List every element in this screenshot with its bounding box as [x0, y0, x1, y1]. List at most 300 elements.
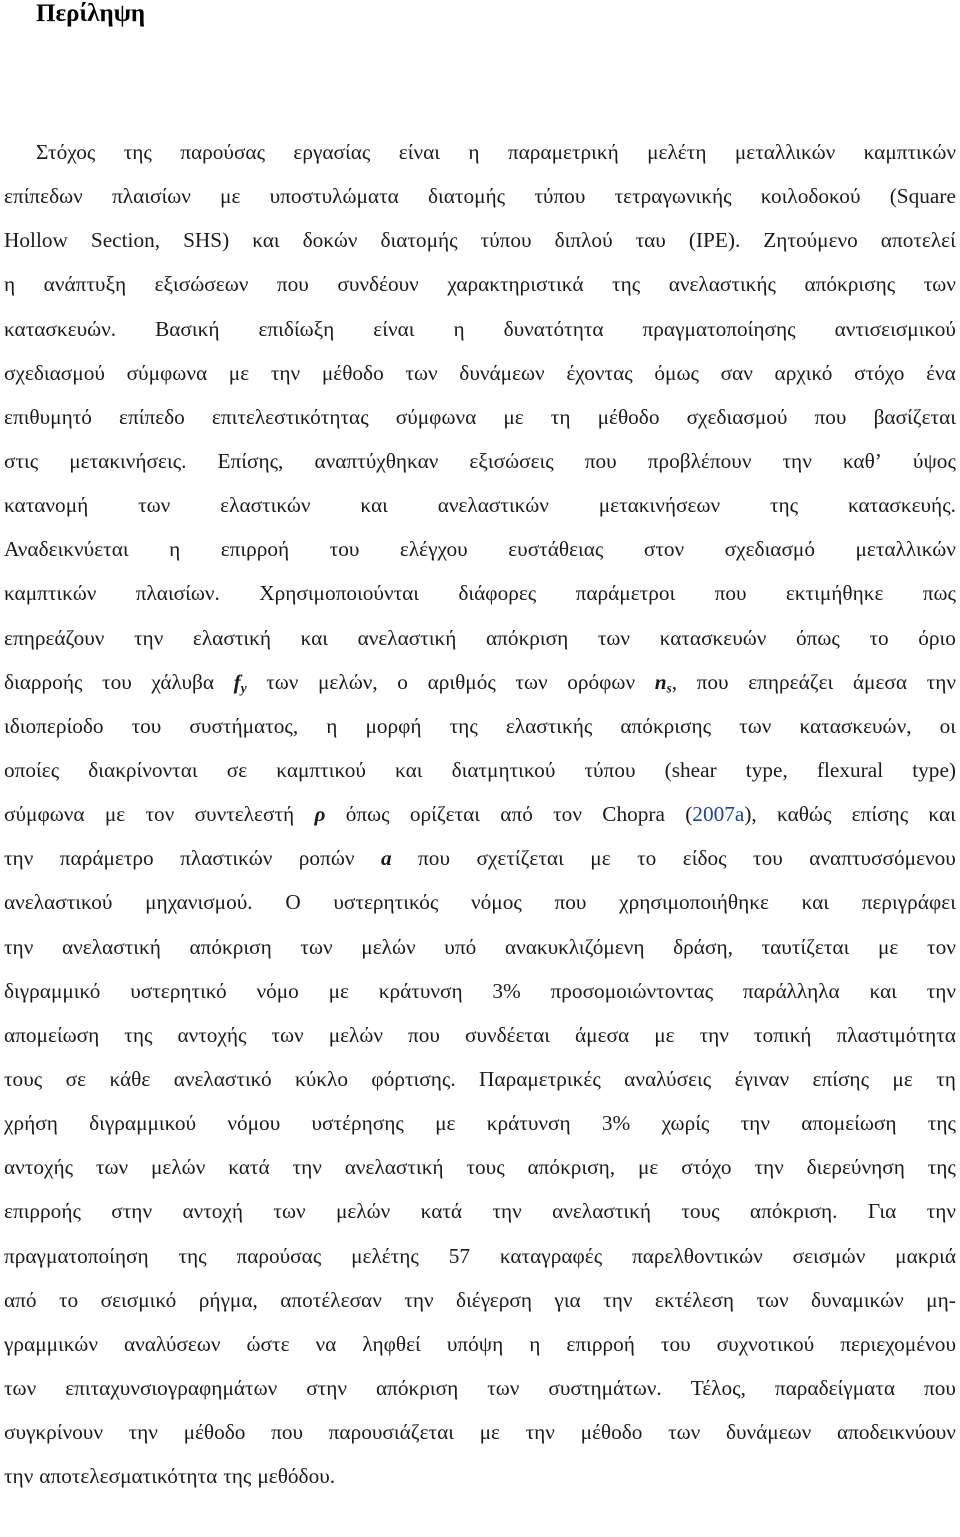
- word: τον: [553, 802, 582, 827]
- word: συστημάτων.: [548, 1375, 662, 1400]
- word: με: [479, 1420, 500, 1445]
- math-symbol: $f_y$: [233, 669, 247, 695]
- word: πραγματοποίηση: [4, 1243, 149, 1268]
- word: ανάπτυξη: [43, 272, 127, 297]
- word: ιδιοπερίοδο: [4, 713, 104, 738]
- word: των: [668, 1420, 701, 1445]
- abstract-body: [4, 130, 956, 1498]
- word: που: [276, 272, 309, 297]
- citation-link[interactable]: 2007a: [692, 802, 745, 827]
- word: παραδείγματα: [774, 1375, 895, 1400]
- word: περιεχομένου: [840, 1331, 956, 1356]
- word: ταυτίζεται: [761, 934, 850, 959]
- text-line: [4, 1366, 956, 1410]
- word: την: [270, 360, 301, 385]
- word: της: [178, 1243, 207, 1268]
- text-line: [4, 748, 956, 792]
- word: επηρεάζουν: [4, 625, 105, 650]
- word: διάφορες: [458, 581, 537, 606]
- word: ελέγχου: [399, 537, 468, 562]
- word: (2007a),: [685, 802, 757, 827]
- word: συστήματος,: [189, 713, 299, 738]
- word: μέθοδο: [597, 404, 660, 429]
- text-line: [4, 880, 956, 924]
- word: Ζητούμενο: [763, 228, 858, 253]
- word: δοκών: [302, 228, 358, 253]
- word: κατασκευών: [659, 625, 767, 650]
- word: διατομής: [428, 184, 506, 209]
- word: καμπτικών: [4, 581, 97, 606]
- word: τον: [145, 802, 175, 827]
- word: που: [584, 448, 617, 473]
- word: αποτελεσματικότητα: [39, 1464, 218, 1489]
- word: type,: [745, 757, 788, 782]
- word: άμεσα: [575, 1022, 630, 1047]
- word: με: [877, 934, 899, 959]
- word: ανελαστική: [357, 625, 457, 650]
- word: έχοντας: [566, 360, 633, 385]
- text-line: [4, 969, 956, 1013]
- word: και: [801, 890, 830, 915]
- word: ανελαστική: [61, 934, 161, 959]
- word: Hollow: [4, 228, 68, 253]
- word: μη-: [926, 1287, 956, 1312]
- word: η: [169, 537, 181, 562]
- word: μορφή: [365, 713, 422, 738]
- word: του: [753, 846, 783, 871]
- word: αριθμός: [427, 669, 496, 694]
- word: επιδίωξη: [258, 316, 335, 341]
- word: αντοχής: [4, 1155, 74, 1180]
- word: δράση,: [673, 934, 733, 959]
- word: ύψος: [912, 448, 956, 473]
- word: που: [554, 890, 587, 915]
- word: του: [329, 537, 360, 562]
- word: την: [740, 1111, 770, 1136]
- word: επιτελεστικότητας: [211, 404, 369, 429]
- word: τους: [681, 1199, 720, 1224]
- word: ανελαστική: [344, 1155, 444, 1180]
- text-line: [4, 1145, 956, 1189]
- word: χάλυβα: [151, 669, 215, 694]
- word: διαρροής: [4, 669, 83, 694]
- word: του: [660, 1331, 691, 1356]
- word: την: [754, 1155, 784, 1180]
- word: νόμος: [471, 890, 522, 915]
- word: την: [404, 1287, 434, 1312]
- word: που: [714, 581, 747, 606]
- word: ανελαστικής: [668, 272, 776, 297]
- word: απόκριση.: [749, 1199, 838, 1224]
- word: απόκριση: [189, 934, 272, 959]
- word: κοιλοδοκού: [760, 184, 861, 209]
- word: διέγερση: [456, 1287, 532, 1312]
- word: μέθοδο: [580, 1420, 643, 1445]
- word: υστερητικός: [333, 890, 439, 915]
- word: συχνοτικού: [716, 1331, 815, 1356]
- word: την: [926, 1199, 956, 1224]
- word: Ο: [285, 890, 301, 915]
- word: μελέτη: [647, 140, 707, 164]
- word: αποτέλεσαν: [280, 1287, 382, 1312]
- word: τύπου: [584, 757, 636, 782]
- word: μελών: [335, 1199, 391, 1224]
- word: σεισμών: [792, 1243, 866, 1268]
- text-line: [4, 836, 956, 880]
- word: διατομής: [380, 228, 458, 253]
- word: ώστε: [246, 1331, 290, 1356]
- word: να: [315, 1331, 337, 1356]
- word: και: [300, 625, 328, 650]
- word: τύπου: [534, 184, 586, 209]
- math-symbol: $n_s$,: [654, 669, 678, 695]
- word: στόχο: [854, 360, 905, 385]
- word: μελών,: [318, 669, 378, 694]
- word: με: [654, 1022, 675, 1047]
- word: επίσης: [812, 1066, 870, 1091]
- word: με: [503, 404, 524, 429]
- word: ροπών: [298, 846, 355, 871]
- word: και: [395, 757, 423, 782]
- word: το: [58, 1287, 79, 1312]
- word: ορίζεται: [409, 802, 481, 827]
- word: συντελεστή: [194, 802, 295, 827]
- word: Section,: [90, 228, 161, 253]
- word: και: [360, 493, 388, 518]
- word: τους: [466, 1155, 505, 1180]
- word: απόκριση: [486, 625, 569, 650]
- word: μέθοδο: [183, 1420, 246, 1445]
- word: έγιναν: [734, 1066, 790, 1091]
- word: της: [612, 272, 641, 297]
- word: ελαστικής: [505, 713, 593, 738]
- word: με: [220, 184, 241, 209]
- word: χαρακτηριστικά: [447, 272, 584, 297]
- text-line: [4, 1410, 956, 1454]
- word: αναλύσεις: [624, 1066, 712, 1091]
- word: της: [927, 1155, 956, 1180]
- word: χωρίς: [661, 1111, 710, 1136]
- word: των: [138, 493, 171, 518]
- word: στον: [643, 537, 685, 562]
- word: Αναδεικνύεται: [4, 537, 129, 562]
- word: εκτέλεση: [654, 1287, 734, 1312]
- word: καθώς: [777, 802, 832, 827]
- text-line: [4, 1189, 956, 1233]
- word: την: [782, 448, 812, 473]
- word: της: [769, 493, 799, 518]
- word: μηχανισμού.: [145, 890, 253, 915]
- word: η: [468, 140, 480, 164]
- word: Βασική: [155, 316, 220, 341]
- word: διγραμμικό: [4, 978, 101, 1003]
- word: χρησιμοποιήθηκε: [619, 890, 769, 915]
- word: εξισώσεις: [469, 448, 554, 473]
- word: κάθε: [109, 1066, 151, 1091]
- word: επίπεδων: [4, 184, 83, 209]
- word: flexural: [816, 757, 884, 782]
- word: η: [453, 316, 465, 341]
- word: την: [492, 1199, 522, 1224]
- word: επιρροής: [4, 1199, 81, 1224]
- word: των: [266, 669, 299, 694]
- word: και: [869, 978, 897, 1003]
- word: και: [252, 228, 280, 253]
- word: των: [515, 669, 548, 694]
- word: διγραμμικού: [89, 1111, 197, 1136]
- word: είδος: [682, 846, 727, 871]
- text-line: [4, 704, 956, 748]
- word: τύπου: [480, 228, 532, 253]
- word: με: [435, 1111, 456, 1136]
- word: ανελαστικού: [4, 890, 113, 915]
- word: ληφθεί: [362, 1331, 421, 1356]
- word: απόκριση: [375, 1375, 459, 1400]
- word: επίσης: [851, 802, 909, 827]
- word: (Square: [889, 184, 956, 209]
- word: μεταλλικών: [734, 140, 836, 164]
- word: με: [637, 1155, 659, 1180]
- text-line: [4, 925, 956, 969]
- word: διερεύνηση: [806, 1155, 905, 1180]
- word: με: [590, 846, 611, 871]
- word: η: [326, 713, 338, 738]
- word: ένα: [926, 360, 956, 385]
- word: ανελαστικό: [173, 1066, 272, 1091]
- word: απομείωση: [801, 1111, 897, 1136]
- word: των: [487, 1375, 520, 1400]
- word: κύκλο: [295, 1066, 348, 1091]
- word: τη: [550, 404, 571, 429]
- word: καθ’: [842, 448, 882, 473]
- word: παρουσιάζεται: [328, 1420, 454, 1445]
- word: των: [4, 1375, 37, 1400]
- word: μακριά: [895, 1243, 956, 1268]
- word: μελέτης: [351, 1243, 419, 1268]
- word: την: [4, 846, 34, 871]
- word: όπως: [345, 802, 390, 827]
- word: επιρροή: [566, 1331, 635, 1356]
- text-line: [4, 307, 956, 351]
- word: αντισεισμικού: [834, 316, 956, 341]
- word: περιγράφει: [861, 890, 956, 915]
- word: διπλού: [554, 228, 613, 253]
- text-line: [4, 616, 956, 660]
- math-symbol: a: [380, 846, 392, 871]
- text-line: [4, 527, 956, 571]
- word: μελών: [151, 1155, 206, 1180]
- word: Τέλος,: [690, 1375, 746, 1400]
- word: 3%: [492, 978, 521, 1003]
- word: σχεδιασμό: [724, 537, 816, 562]
- word: μεθόδου.: [257, 1464, 336, 1489]
- word: απόκρισης: [804, 272, 896, 297]
- word: παρούσας: [236, 1243, 322, 1268]
- word: ελαστικών: [220, 493, 311, 518]
- text-line: [4, 1013, 956, 1057]
- text-line: [4, 571, 956, 615]
- word: επίπεδο: [119, 404, 185, 429]
- text-line: [4, 130, 956, 174]
- word: SHS): [183, 228, 230, 253]
- word: σύμφωνα: [4, 802, 85, 827]
- word: (shear: [664, 757, 717, 782]
- word: που: [814, 404, 847, 429]
- word: που: [418, 846, 450, 871]
- page-title: Περίληψη: [36, 0, 146, 27]
- text-line: [4, 395, 956, 439]
- word: το: [637, 846, 657, 871]
- word: ρήγμα,: [198, 1287, 258, 1312]
- word: Στόχος: [36, 140, 96, 164]
- word: παράμετρο: [59, 846, 154, 871]
- word: αντοχή: [182, 1199, 244, 1224]
- word: παρελθοντικών: [632, 1243, 763, 1268]
- word: σε: [65, 1066, 87, 1091]
- word: καταγραφές: [499, 1243, 603, 1268]
- word: δυνάμεων: [725, 1420, 812, 1445]
- word: σαν: [720, 360, 753, 385]
- word: υποστυλώματα: [269, 184, 399, 209]
- word: άμεσα: [852, 669, 908, 694]
- word: σύμφωνα: [395, 404, 477, 429]
- word: με: [328, 978, 349, 1003]
- word: κατασκευής.: [847, 493, 956, 518]
- text-line: [4, 1057, 956, 1101]
- word: type): [912, 757, 956, 782]
- word: μετακινήσεις.: [69, 448, 187, 473]
- word: απόκρισης: [620, 713, 712, 738]
- word: ανακυκλιζόμενη: [504, 934, 645, 959]
- text-line: [4, 1101, 956, 1145]
- word: μελών: [361, 934, 416, 959]
- word: βασίζεται: [873, 404, 956, 429]
- word: εκτιμήθηκε: [785, 581, 884, 606]
- word: (IPE).: [688, 228, 741, 253]
- word: κατασκευών,: [799, 713, 912, 738]
- word: δυναμικών: [811, 1287, 904, 1312]
- word: των: [756, 1287, 789, 1312]
- word: 57: [448, 1243, 471, 1268]
- word: εργασίας: [293, 140, 371, 164]
- word: απομείωση: [4, 1022, 100, 1047]
- word: Για: [867, 1199, 897, 1224]
- word: Χρησιμοποιούνται: [259, 581, 420, 606]
- word: που: [408, 1022, 440, 1047]
- word: οποίες: [4, 757, 60, 782]
- word: της: [124, 1022, 153, 1047]
- word: νόμο: [256, 978, 299, 1003]
- word: επιρροή: [220, 537, 290, 562]
- word: σεισμικό: [100, 1287, 177, 1312]
- text-line: [4, 1322, 956, 1366]
- word: με: [228, 360, 250, 385]
- word: την: [525, 1420, 555, 1445]
- word: αποτελεί: [880, 228, 956, 253]
- word: της: [449, 713, 478, 738]
- word: από: [4, 1287, 37, 1312]
- word: πραγματοποίησης: [642, 316, 796, 341]
- word: παράμετροι: [575, 581, 676, 606]
- word: υπό: [444, 934, 477, 959]
- word: την: [926, 978, 956, 1003]
- word: που: [271, 1420, 304, 1445]
- word: 3%: [601, 1111, 631, 1136]
- word: του: [102, 669, 132, 694]
- word: σχεδιασμού: [4, 360, 105, 385]
- text-line: [4, 792, 956, 836]
- word: γραμμικών: [4, 1331, 98, 1356]
- word: όριο: [918, 625, 956, 650]
- word: παραμετρική: [507, 140, 619, 164]
- word: την: [926, 669, 956, 694]
- word: της: [223, 1464, 252, 1489]
- word: απόκριση,: [527, 1155, 616, 1180]
- word: προσομοιώντοντας: [550, 978, 714, 1003]
- word: σχετίζεται: [476, 846, 564, 871]
- word: Παραμετρικές: [479, 1066, 601, 1091]
- word: συνδέεται: [464, 1022, 551, 1047]
- word: όμως: [654, 360, 699, 385]
- word: μέθοδο: [321, 360, 384, 385]
- text-line: [4, 439, 956, 483]
- word: επιθυμητό: [4, 404, 92, 429]
- word: για: [554, 1287, 581, 1312]
- word: διακρίνονται: [88, 757, 198, 782]
- word: κατασκευών.: [4, 316, 117, 341]
- word: η: [529, 1331, 541, 1356]
- text-line: [4, 174, 956, 218]
- word: την: [134, 625, 164, 650]
- text-line: [4, 1234, 956, 1278]
- word: μελών: [328, 1022, 384, 1047]
- text-line: [4, 1454, 956, 1498]
- word: των: [95, 1155, 129, 1180]
- word: ευστάθειας: [508, 537, 604, 562]
- math-symbol: ρ: [314, 802, 326, 827]
- word: με: [104, 802, 126, 827]
- word: των: [300, 934, 333, 959]
- word: διατμητικού: [451, 757, 556, 782]
- word: κράτυνση: [378, 978, 463, 1003]
- word: που: [923, 1375, 956, 1400]
- word: οι: [939, 713, 956, 738]
- word: μετακινήσεων: [598, 493, 721, 518]
- word: παράλληλα: [742, 978, 840, 1003]
- word: επηρεάζει: [748, 669, 834, 694]
- word: εξισώσεων: [154, 272, 249, 297]
- word: προβλέπουν: [647, 448, 752, 473]
- word: κατά: [228, 1155, 270, 1180]
- word: πως: [922, 581, 956, 606]
- word: από: [500, 802, 533, 827]
- word: ανελαστικών: [437, 493, 549, 518]
- word: κατά: [420, 1199, 463, 1224]
- text-line: [4, 483, 956, 527]
- word: η: [4, 272, 16, 297]
- word: στην: [306, 1375, 348, 1400]
- word: τετραγωνικής: [614, 184, 732, 209]
- word: σε: [226, 757, 248, 782]
- word: την: [292, 1155, 322, 1180]
- word: υπόψη: [446, 1331, 504, 1356]
- word: κράτυνση: [486, 1111, 571, 1136]
- word: όπως: [796, 625, 840, 650]
- text-line: [4, 1278, 956, 1322]
- word: της: [123, 140, 152, 164]
- word: αναπτυσσόμενου: [809, 846, 956, 871]
- word: φόρτισης.: [371, 1066, 456, 1091]
